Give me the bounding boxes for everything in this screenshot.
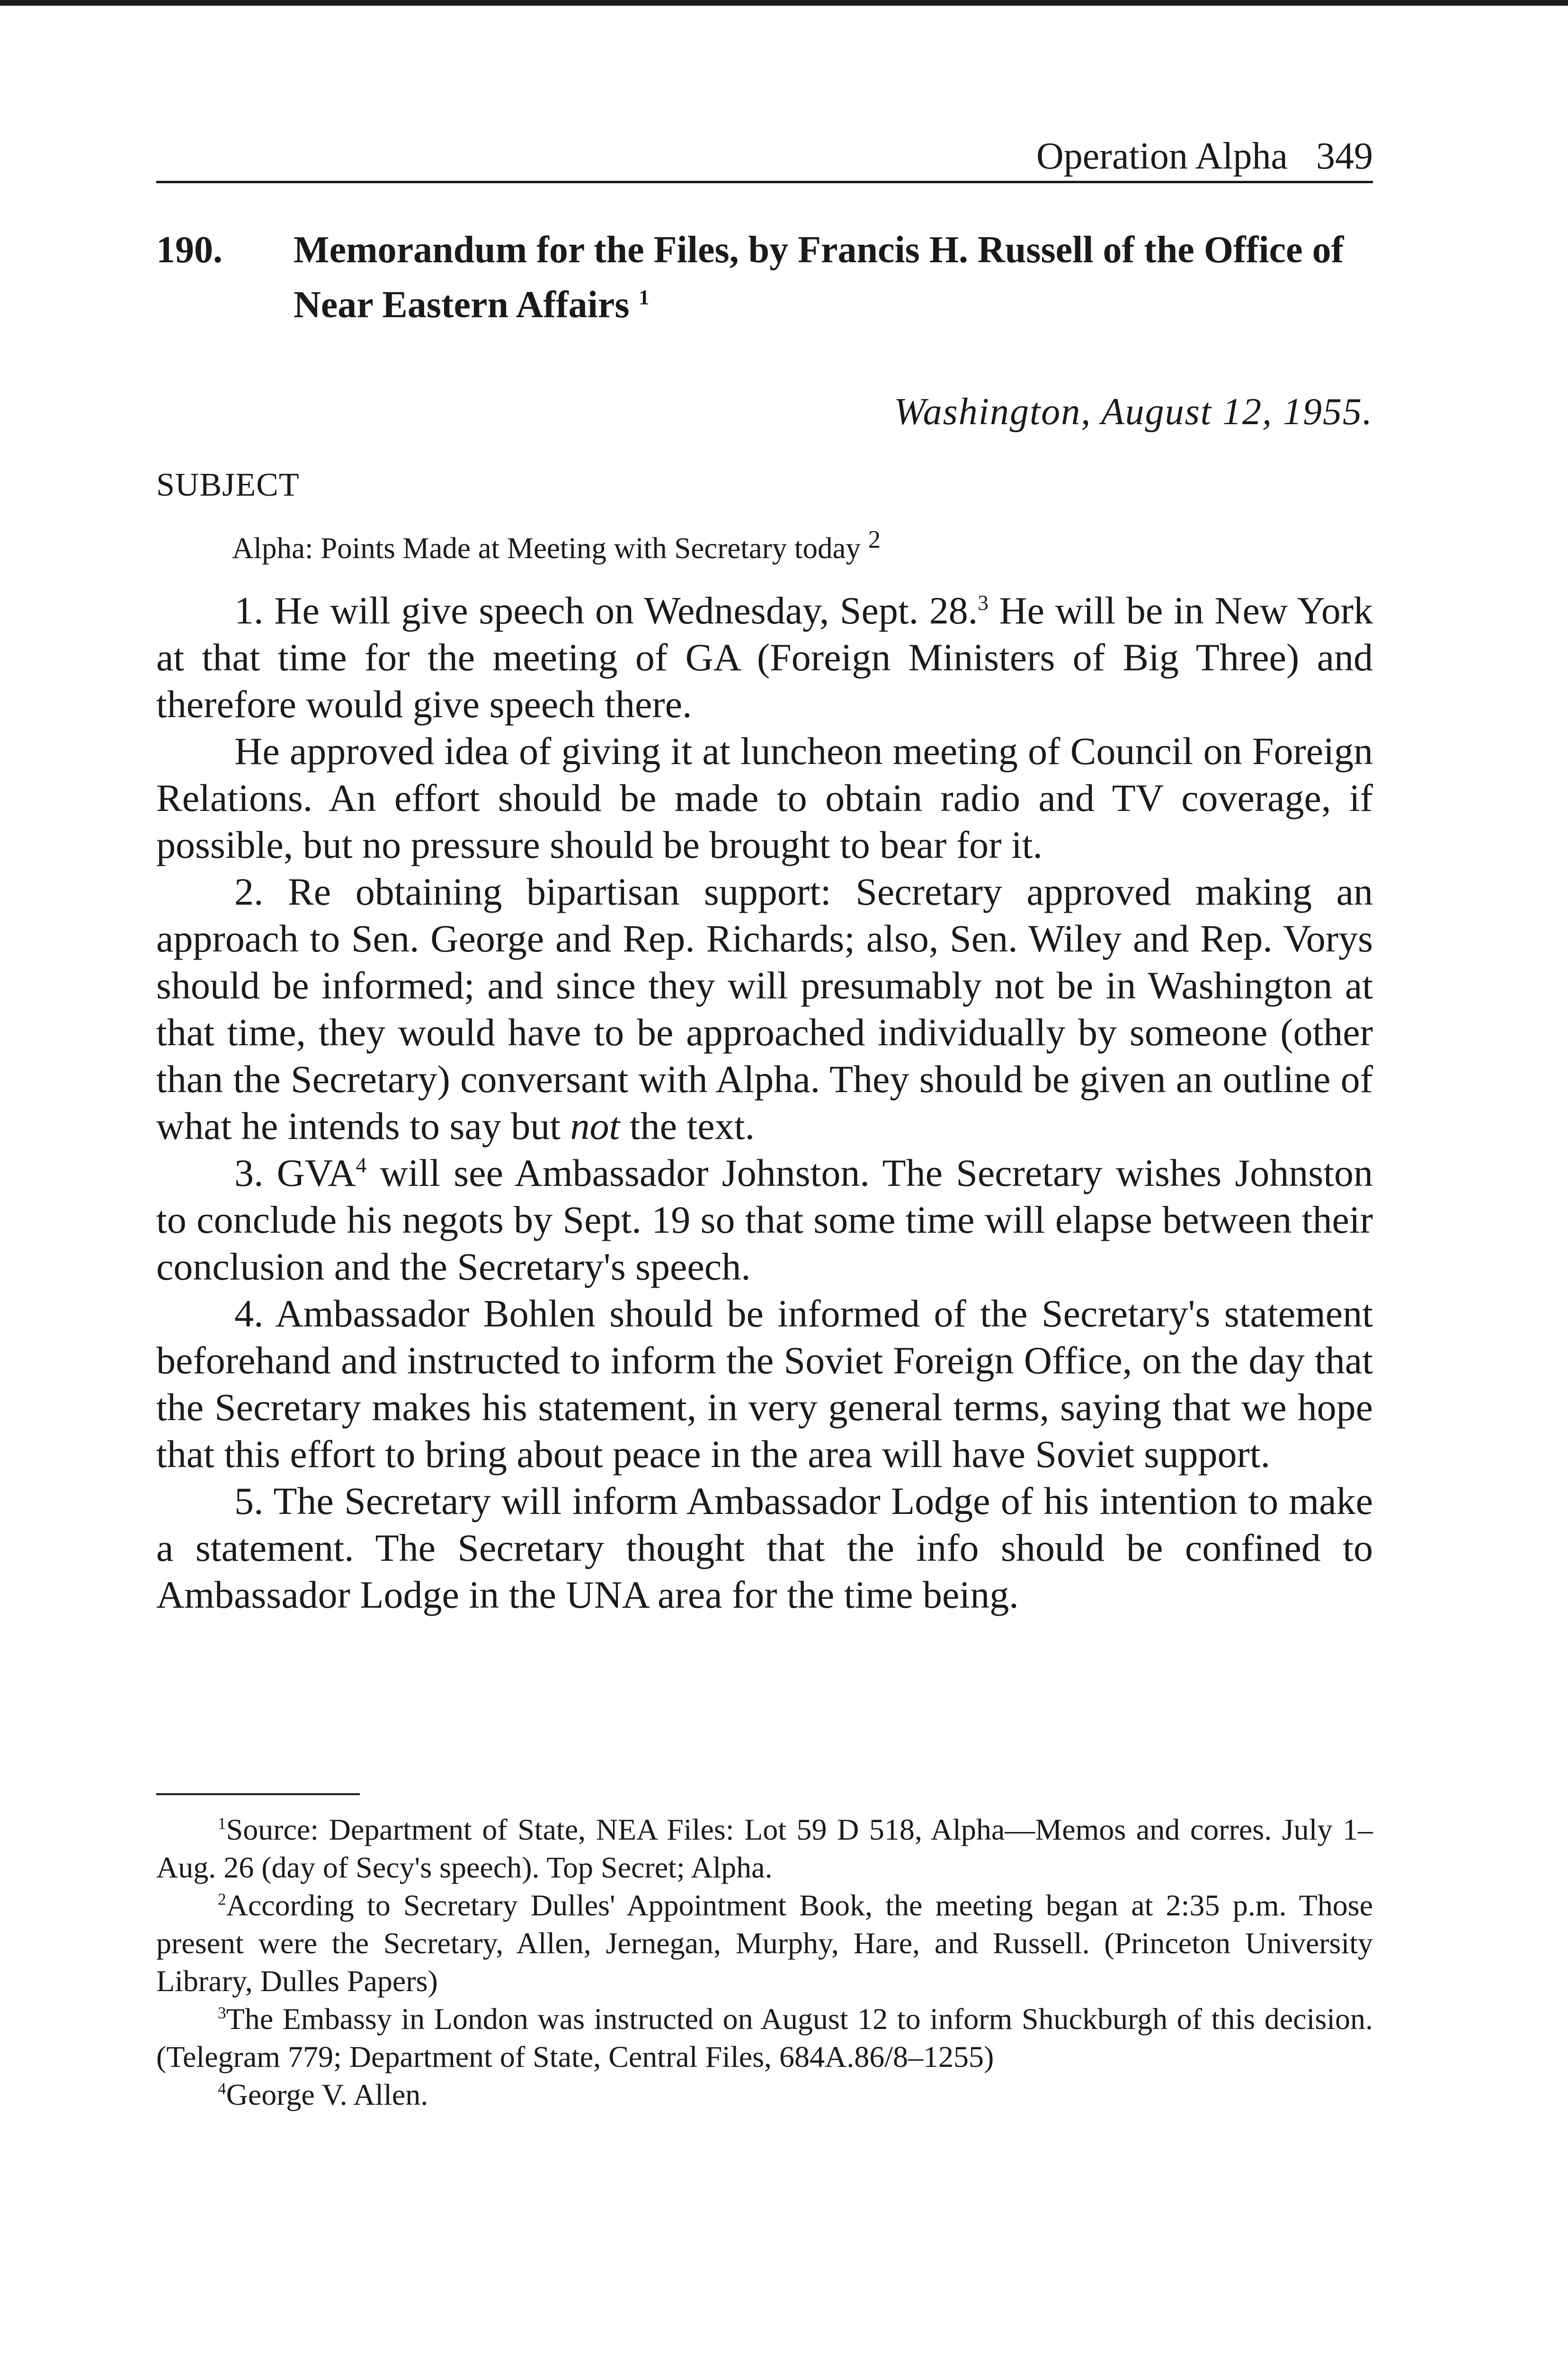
scan-edge <box>0 0 1568 6</box>
footnote-3 <box>156 2000 1373 2076</box>
footnote-1-number: 1 <box>218 1814 226 1833</box>
footnote-rule <box>156 1793 360 1795</box>
footnote-4 <box>156 2076 1373 2114</box>
paragraph-1-text-b: He will be in New York at that time for the meeting of GA (Foreign Ministers of Big Three) and therefore would give speech there. <box>156 589 1373 726</box>
footnote-2 <box>156 1886 1373 2000</box>
paragraph-4 <box>156 1149 1373 1290</box>
footnote-4-text: George V. Allen. <box>226 2078 428 2111</box>
document-number: 190. <box>156 229 223 271</box>
paragraph-1 <box>156 587 1373 728</box>
paragraph-3-text-b: the text. <box>629 1104 755 1148</box>
paragraph-4-text-b: will see Ambassador Johnston. The Secretary wishes Johnston to conclude his negots by Sept. 19 so that some time will elapse between their conclusion and the Secretary's speech. <box>156 1151 1373 1288</box>
footnote-ref-4: 4 <box>356 1153 367 1177</box>
page-number: 349 <box>1316 135 1373 177</box>
paragraph-1-text-a: 1. He will give speech on Wednesday, Sept. 28. <box>234 589 978 632</box>
paragraph-2: He approved idea of giving it at luncheon meeting of Council on Foreign Relations. An effort should be made to obtain radio and TV coverage, if possible, but no pressure should be brought to bear for it. <box>156 730 1373 866</box>
footnote-3-number: 3 <box>218 2003 226 2022</box>
document-heading <box>156 222 1373 332</box>
dateline: Washington, August 12, 1955. <box>894 391 1373 433</box>
footnote-1 <box>156 1811 1373 1886</box>
footnote-3-text: The Embassy in London was instructed on August 12 to inform Shuckburgh of this decision. (Telegram 779; Department of State, Central Files, 684A.86/8–1255) <box>156 2002 1373 2073</box>
paragraph-3-text-a: 2. Re obtaining bipartisan support: Secretary approved making an approach to Sen. George and Rep. Richards; also, Sen. Wiley and Rep. Vorys should be informed; and since they will presumably not be in Washington at that time, they would have to be approached individually by someone (other than the Secretary) conversant with Alpha. They should be given an outline of what he intends to say but <box>156 870 1373 1148</box>
paragraph-4-text-a: 3. GVA <box>234 1151 356 1194</box>
subject-label: SUBJECT <box>156 467 300 503</box>
footnote-2-number: 2 <box>218 1890 226 1909</box>
footnote-2-text: According to Secretary Dulles' Appointment Book, the meeting began at 2:35 p.m. Those present were the Secretary, Allen, Jernegan, Murphy, Hare, and Russell. (Princeton University Library, Dulles Papers) <box>156 1888 1373 1998</box>
footnote-1-text: Source: Department of State, NEA Files: Lot 59 D 518, Alpha—Memos and corres. July 1–Aug. 26 (day of Secy's speech). Top Secret; Alpha. <box>156 1813 1373 1884</box>
footnotes <box>156 1811 1373 2114</box>
paragraph-3 <box>156 868 1373 1149</box>
subject-text: Alpha: Points Made at Meeting with Secretary today <box>232 532 861 565</box>
document-title <box>294 222 1373 332</box>
subject-line <box>232 525 881 566</box>
paragraph-6: 5. The Secretary will inform Ambassador Lodge of his intention to make a statement. The Secretary thought that the info should be confined to Ambassador Lodge in the UNA area for the time being. <box>156 1479 1373 1616</box>
paragraph-5: 4. Ambassador Bohlen should be informed of the Secretary's statement beforehand and instructed to inform the Soviet Foreign Office, on the day that the Secretary makes his statement, in very general terms, saying that we hope that this effort to bring about peace in the area will have Soviet support. <box>156 1292 1373 1476</box>
footnote-ref-1: 1 <box>639 285 650 309</box>
running-head <box>1036 137 1373 175</box>
running-head-rule <box>156 181 1373 183</box>
footnote-4-number: 4 <box>218 2079 226 2098</box>
running-head-title: Operation Alpha <box>1036 135 1288 177</box>
footnote-ref-2: 2 <box>868 526 881 553</box>
document-title-text: Memorandum for the Files, by Francis H. Russell of the Office of Near Eastern Affairs <box>294 229 1344 326</box>
paragraph-3-emphasis: not <box>570 1104 620 1148</box>
footnote-ref-3: 3 <box>978 591 989 615</box>
memo-body <box>156 587 1373 1618</box>
